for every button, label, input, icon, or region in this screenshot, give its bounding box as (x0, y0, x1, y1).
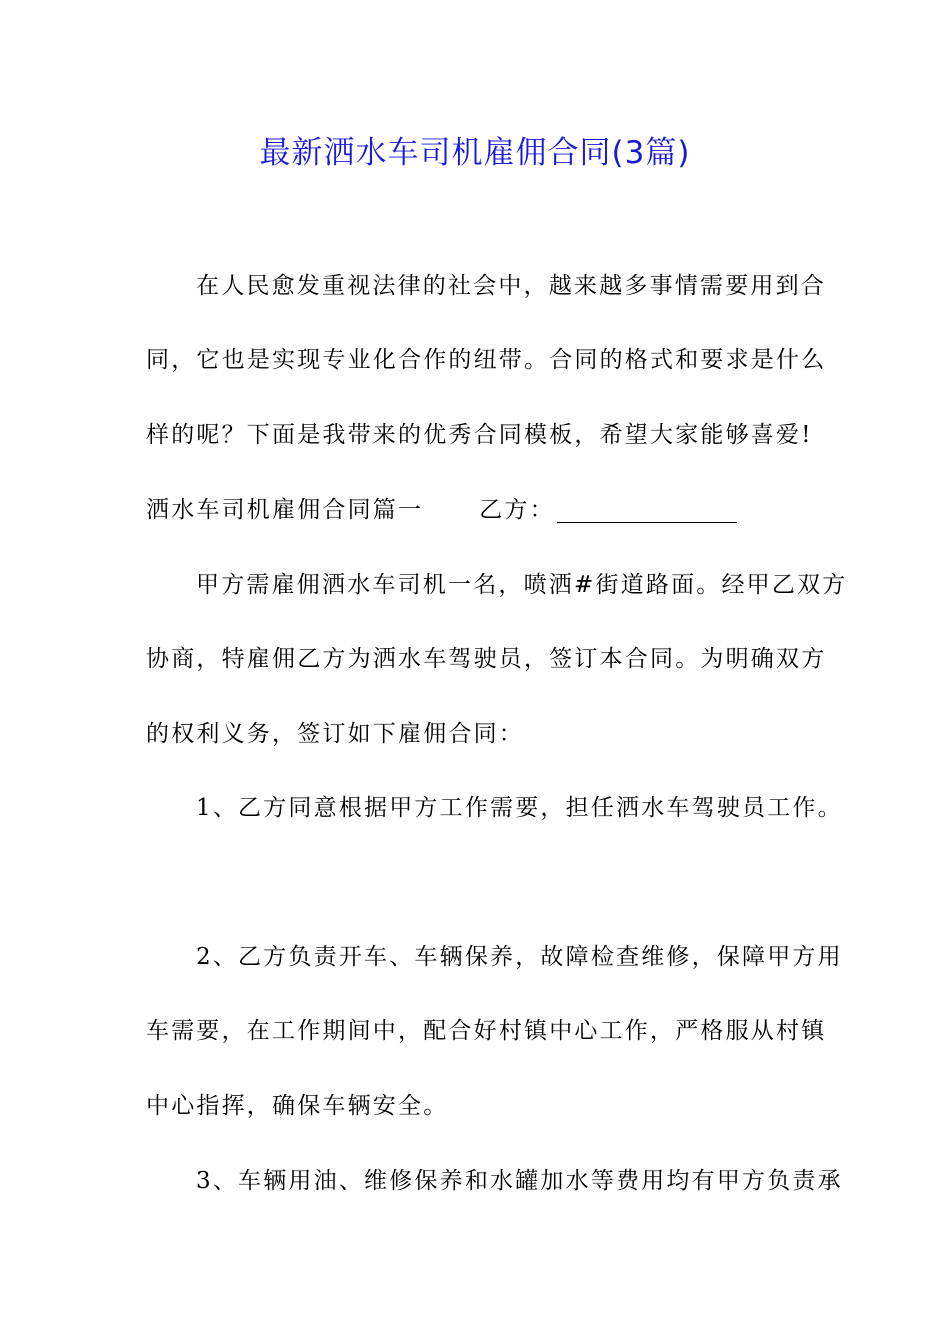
paragraph-line: 协商，特雇佣乙方为洒水车驾驶员，签订本合同。为明确双方 (146, 646, 827, 672)
section-heading-row (146, 492, 806, 528)
paragraph-line: 车需要，在工作期间中，配合好村镇中心工作，严格服从村镇 (146, 1018, 827, 1044)
paragraph-line: 的权利义务，签订如下雇佣合同： (146, 721, 524, 747)
document-title: 最新洒水车司机雇佣合同(3篇) (259, 135, 691, 171)
paragraph-line: 中心指挥，确保车辆安全。 (146, 1093, 449, 1119)
paragraph-line: 甲方需雇佣洒水车司机一名，喷洒#街道路面。经甲乙双方 (196, 572, 848, 598)
clause-1: 1、乙方同意根据甲方工作需要，担任洒水车驾驶员工作。 (196, 795, 843, 821)
paragraph-line: 样的呢？下面是我带来的优秀合同模板，希望大家能够喜爱! (146, 422, 813, 448)
clause-2: 2、乙方负责开车、车辆保养，故障检查维修，保障甲方用 (196, 944, 843, 970)
paragraph-line: 在人民愈发重视法律的社会中，越来越多事情需要用到合 (196, 273, 826, 299)
paragraph-line: 同，它也是实现专业化合作的纽带。合同的格式和要求是什么 (146, 347, 827, 373)
section-heading: 洒水车司机雇佣合同篇一 (146, 497, 424, 523)
clause-3: 3、车辆用油、维修保养和水罐加水等费用均有甲方负责承 (196, 1168, 843, 1194)
party-b-blank (557, 520, 737, 523)
party-b-label: 乙方： (479, 497, 555, 523)
